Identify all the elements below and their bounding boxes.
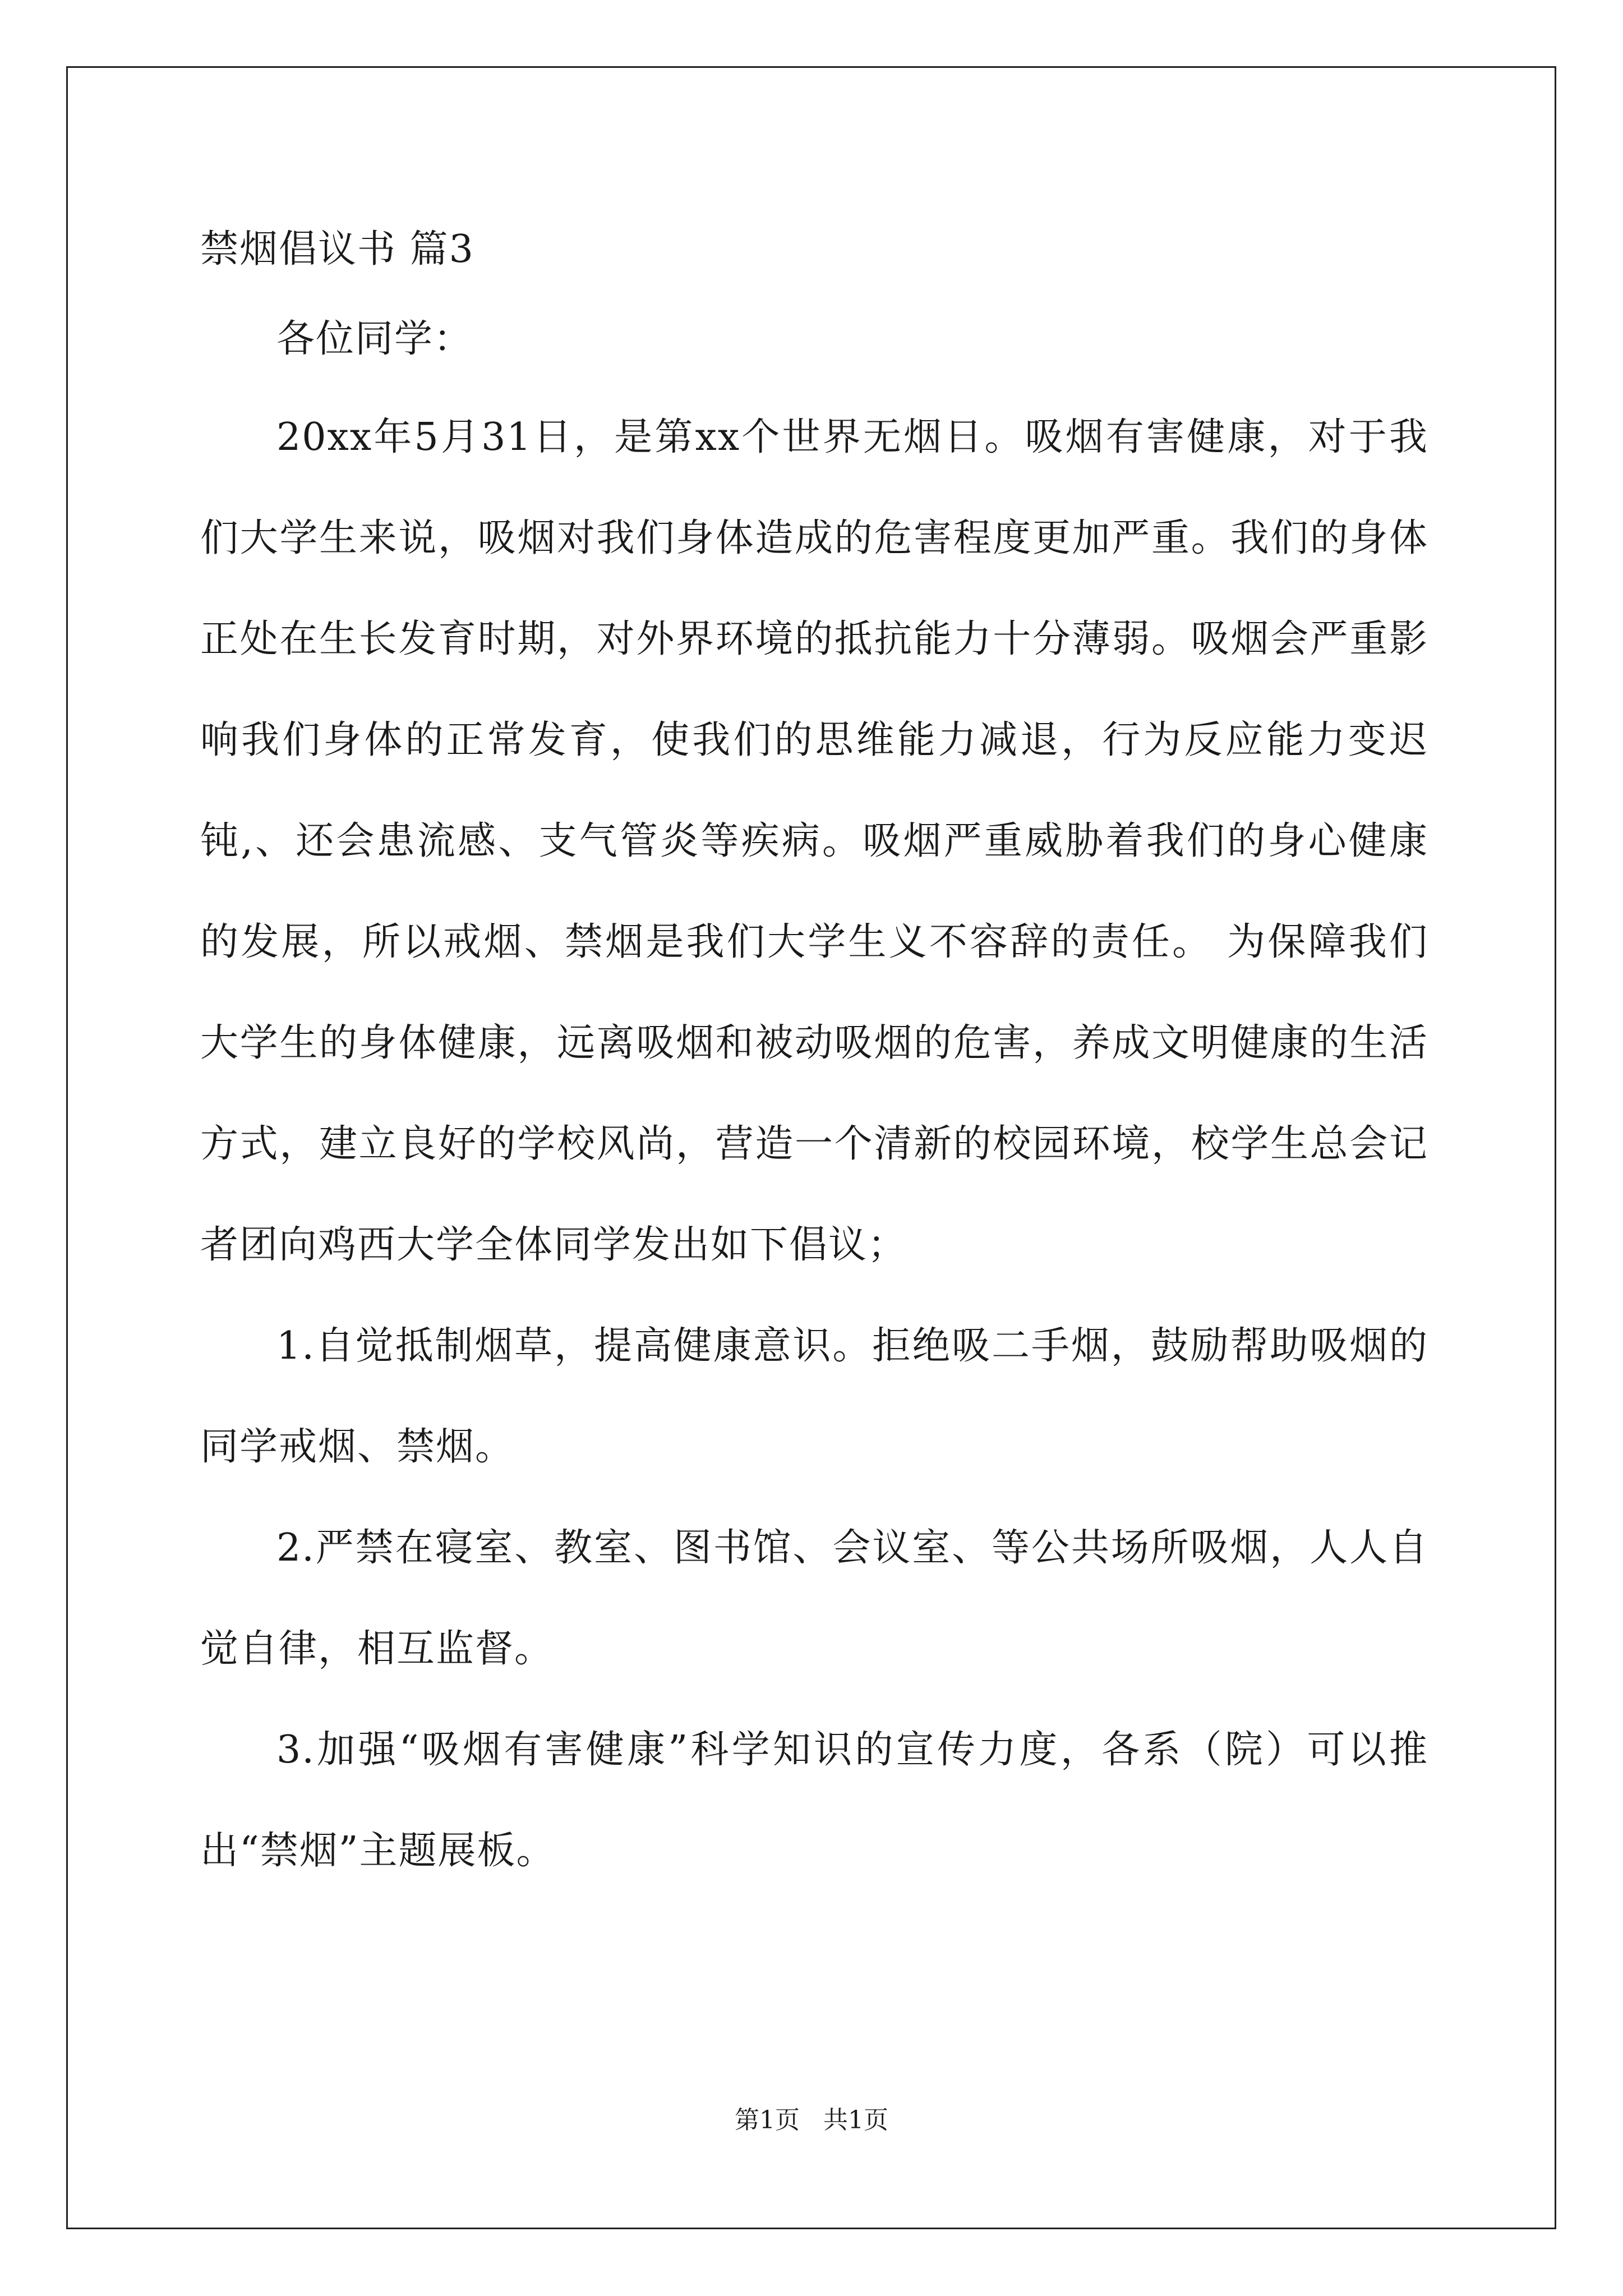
page-footer: [0, 2104, 1623, 2137]
paragraph-item-1: 1.自觉抵制烟草，提高健康意识。拒绝吸二手烟，鼓励帮助吸烟的同学戒烟、禁烟。: [200, 1324, 1428, 1469]
document-title: 禁烟倡议书 篇3: [200, 227, 474, 272]
page-number-total: 共1页: [823, 2106, 888, 2134]
paragraph-item-3: 3.加强“吸烟有害健康”科学知识的宣传力度，各系（院）可以推出“禁烟”主题展板。: [200, 1728, 1428, 1873]
paragraph-item-2: 2.严禁在寝室、教室、图书馆、会议室、等公共场所吸烟，人人自觉自律，相互监督。: [200, 1526, 1428, 1671]
salutation: 各位同学：: [276, 317, 473, 361]
document-body: [200, 208, 1428, 1902]
paragraph-intro: 20xx年5月31日，是第xx个世界无烟日。吸烟有害健康，对于我们大学生来说，吸烟对我们身体造成的危害程度更加严重。我们的身体正处在生长发育时期，对外界环境的抵抗能力十分薄弱。吸烟会严重影响我们身体的正常发育，使我们的思维能力减退，行为反应能力变迟钝,、还会患流感、支气管炎等疾病。吸烟严重威胁着我们的身心健康的发展，所以戒烟、禁烟是我们大学生义不容辞的责任。 为保障我们大学生的身体健康，远离吸烟和被动吸烟的危害，养成文明健康的生活方式，建立良好的学校风尚，营造一个清新的校园环境，校学生总会记者团向鸡西大学全体同学发出如下倡议；: [200, 415, 1428, 1267]
page-number-current: 第1页: [735, 2106, 800, 2134]
